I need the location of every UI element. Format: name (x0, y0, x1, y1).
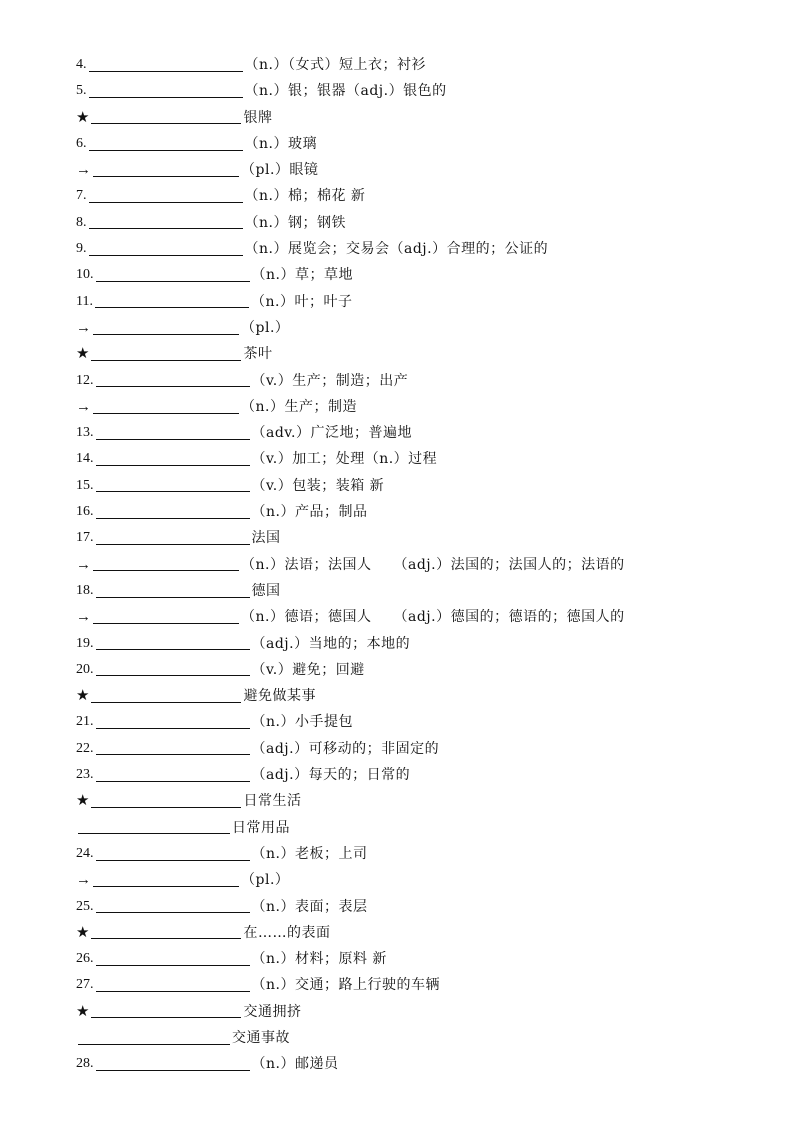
vocab-line (76, 762, 756, 788)
answer-blank[interactable] (93, 397, 239, 414)
item-number: 8. (76, 214, 87, 230)
item-number: 9. (76, 241, 87, 257)
vocab-line (76, 972, 756, 998)
definition-text: （n.）草；草地 (251, 267, 353, 284)
vocab-line (76, 894, 756, 920)
answer-blank[interactable] (89, 55, 243, 72)
vocab-line (76, 867, 756, 893)
definition-text: （n.）产品；制品 (251, 504, 368, 521)
item-number: 21. (76, 714, 94, 730)
vocab-line (76, 262, 756, 288)
definition-text: （v.）生产；制造；出产 (251, 372, 409, 389)
star-icon: ★ (76, 346, 90, 363)
answer-blank[interactable] (96, 659, 250, 676)
answer-blank[interactable] (78, 817, 230, 834)
item-number: 4. (76, 57, 87, 72)
answer-blank[interactable] (96, 449, 250, 466)
vocabulary-worksheet (76, 52, 756, 1078)
definition-text: （n.）表面；表层 (251, 898, 368, 915)
vocab-line (76, 631, 756, 657)
item-number: 11. (76, 293, 93, 309)
item-number: 20. (76, 661, 94, 677)
answer-blank[interactable] (93, 318, 239, 335)
item-number: 22. (76, 740, 94, 756)
vocab-line (76, 525, 756, 551)
answer-blank[interactable] (96, 370, 250, 387)
vocab-line (76, 683, 756, 709)
definition-text: （n.）银；银器（adj.）银色的 (244, 83, 447, 100)
vocab-line (76, 131, 756, 157)
definition-text: 日常生活 (243, 793, 302, 810)
star-icon: ★ (76, 924, 90, 941)
definition-text: （n.）德语；德国人 （adj.）德国的；德语的；德国人的 (241, 609, 625, 626)
vocab-line (76, 999, 756, 1025)
vocab-line (76, 841, 756, 867)
answer-blank[interactable] (91, 791, 241, 808)
definition-text: （n.）老板；上司 (251, 845, 368, 862)
answer-blank[interactable] (89, 134, 243, 151)
definition-text: 在……的表面 (243, 924, 331, 941)
item-number: 16. (76, 504, 94, 520)
arrow-right-icon: → (76, 609, 91, 626)
vocab-line (76, 210, 756, 236)
item-number: 14. (76, 451, 94, 467)
definition-text: （adv.）广泛地；普遍地 (251, 425, 413, 442)
definition-text: 避免做某事 (243, 688, 316, 705)
definition-text: （n.）叶；叶子 (250, 293, 353, 310)
star-icon: ★ (76, 109, 90, 126)
star-icon: ★ (76, 793, 90, 810)
answer-blank[interactable] (96, 265, 250, 282)
vocab-line (76, 394, 756, 420)
item-number: 5. (76, 83, 87, 99)
answer-blank[interactable] (96, 475, 250, 492)
vocab-line (76, 499, 756, 525)
answer-blank[interactable] (93, 160, 239, 177)
item-number: 17. (76, 530, 94, 546)
arrow-right-icon: → (76, 398, 91, 415)
vocab-line (76, 788, 756, 814)
definition-text: （pl.） (241, 872, 290, 889)
definition-text: 茶叶 (243, 346, 273, 363)
item-number: 15. (76, 477, 94, 493)
answer-blank[interactable] (91, 107, 241, 124)
definition-text: （n.）法语；法国人 （adj.）法国的；法国人的；法语的 (241, 556, 625, 573)
vocab-line (76, 52, 756, 78)
definition-text: （adj.）当地的；本地的 (251, 635, 411, 652)
definition-text: 德国 (251, 582, 281, 599)
arrow-right-icon: → (76, 162, 91, 179)
answer-blank[interactable] (96, 633, 250, 650)
answer-blank[interactable] (93, 607, 239, 624)
definition-text: 日常用品 (232, 819, 290, 836)
definition-text: 法国 (251, 530, 281, 547)
vocab-line (76, 157, 756, 183)
vocab-line (76, 289, 756, 315)
vocab-line (76, 315, 756, 341)
answer-blank[interactable] (96, 528, 250, 545)
vocab-line (76, 1025, 756, 1051)
definition-text: 交通拥挤 (243, 1003, 302, 1020)
vocab-line (76, 1051, 756, 1077)
answer-blank[interactable] (89, 186, 243, 203)
item-number: 27. (76, 977, 94, 993)
definition-text: （n.）玻璃 (244, 135, 317, 152)
answer-blank[interactable] (96, 844, 250, 861)
answer-blank[interactable] (91, 344, 241, 361)
definition-text: 银牌 (243, 109, 273, 126)
vocab-line (76, 473, 756, 499)
item-number: 13. (76, 425, 94, 441)
vocab-line (76, 105, 756, 131)
definition-text: （n.）小手提包 (251, 714, 353, 731)
definition-text: （pl.） (241, 319, 290, 336)
arrow-right-icon: → (76, 872, 91, 889)
vocab-line (76, 604, 756, 630)
answer-blank[interactable] (96, 712, 250, 729)
vocab-line (76, 368, 756, 394)
definition-text: （n.）展览会；交易会（adj.）合理的；公证的 (244, 241, 549, 258)
answer-blank[interactable] (96, 949, 250, 966)
definition-text: （n.）钢；钢铁 (244, 214, 346, 231)
arrow-right-icon: → (76, 319, 91, 336)
answer-blank[interactable] (96, 1054, 250, 1071)
answer-blank[interactable] (93, 554, 239, 571)
answer-blank[interactable] (78, 1028, 230, 1045)
answer-blank[interactable] (89, 239, 243, 256)
definition-text: （n.）邮递员 (251, 1056, 339, 1073)
vocab-line (76, 657, 756, 683)
definition-text: （v.）避免；回避 (251, 661, 365, 678)
vocab-line (76, 946, 756, 972)
vocab-line (76, 183, 756, 209)
vocab-line (76, 709, 756, 735)
item-number: 6. (76, 135, 87, 151)
definition-text: （v.）加工；处理（n.）过程 (251, 451, 438, 468)
answer-blank[interactable] (89, 81, 243, 98)
answer-blank[interactable] (91, 686, 241, 703)
item-number: 7. (76, 188, 87, 204)
answer-blank[interactable] (96, 738, 250, 755)
star-icon: ★ (76, 1003, 90, 1020)
item-number: 10. (76, 267, 94, 283)
item-number: 28. (76, 1056, 94, 1072)
answer-blank[interactable] (93, 870, 239, 887)
item-number: 18. (76, 582, 94, 598)
vocab-line (76, 236, 756, 262)
definition-text: 交通事故 (232, 1029, 290, 1046)
definition-text: （n.）材料；原料 新 (251, 951, 387, 968)
answer-blank[interactable] (96, 502, 250, 519)
item-number: 23. (76, 767, 94, 783)
answer-blank[interactable] (91, 922, 241, 939)
vocab-line (76, 815, 756, 841)
vocab-line (76, 78, 756, 104)
definition-text: （adj.）每天的；日常的 (251, 767, 411, 784)
item-number: 26. (76, 951, 94, 967)
arrow-right-icon: → (76, 556, 91, 573)
definition-text: （n.）交通；路上行驶的车辆 (251, 977, 440, 994)
vocab-line (76, 736, 756, 762)
vocab-line (76, 341, 756, 367)
item-number: 19. (76, 635, 94, 651)
answer-blank[interactable] (96, 975, 250, 992)
item-number: 12. (76, 372, 94, 388)
star-icon: ★ (76, 688, 90, 705)
item-number: 25. (76, 898, 94, 914)
definition-text: （pl.）眼镜 (241, 162, 319, 179)
answer-blank[interactable] (95, 291, 249, 308)
item-number: 24. (76, 845, 94, 861)
answer-blank[interactable] (96, 581, 250, 598)
answer-blank[interactable] (91, 1001, 241, 1018)
definition-text: （n.）（女式）短上衣；衬衫 (244, 57, 426, 73)
answer-blank[interactable] (96, 423, 250, 440)
vocab-line (76, 420, 756, 446)
definition-text: （v.）包装；装箱 新 (251, 477, 385, 494)
answer-blank[interactable] (89, 212, 243, 229)
answer-blank[interactable] (96, 765, 250, 782)
definition-text: （n.）生产；制造 (241, 398, 357, 415)
definition-text: （n.）棉；棉花 新 (244, 188, 366, 205)
vocab-line (76, 578, 756, 604)
vocab-line (76, 446, 756, 472)
definition-text: （adj.）可移动的；非固定的 (251, 740, 440, 757)
vocab-line (76, 920, 756, 946)
answer-blank[interactable] (96, 896, 250, 913)
vocab-line (76, 552, 756, 578)
